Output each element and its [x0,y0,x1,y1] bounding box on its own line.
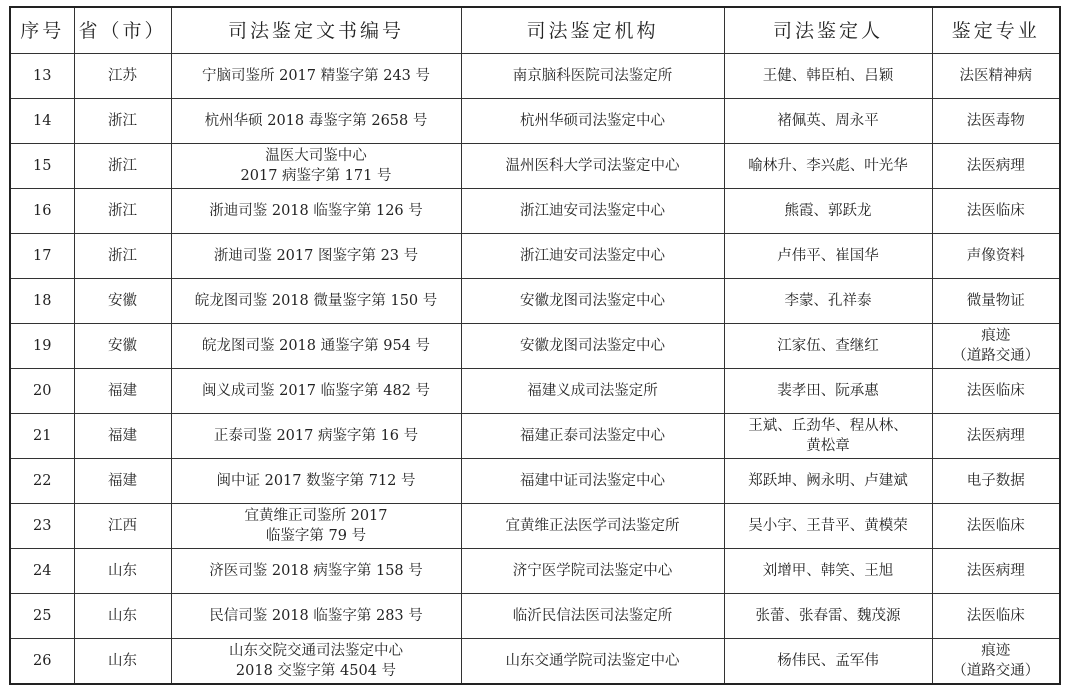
cell-specialty: 法医病理 [932,144,1060,189]
cell-index: 23 [10,504,74,549]
cell-index: 17 [10,234,74,279]
cell-institution: 福建义成司法鉴定所 [461,369,724,414]
cell-institution: 宜黄维正法医学司法鉴定所 [461,504,724,549]
cell-document-number: 皖龙图司鉴 2018 通鉴字第 954 号 [171,324,461,369]
cell-province: 浙江 [74,234,171,279]
cell-province: 浙江 [74,99,171,144]
cell-index: 13 [10,54,74,99]
cell-institution: 浙江迪安司法鉴定中心 [461,189,724,234]
cell-province: 江西 [74,504,171,549]
cell-institution: 南京脑科医院司法鉴定所 [461,54,724,99]
cell-institution: 山东交通学院司法鉴定中心 [461,639,724,685]
cell-specialty: 法医病理 [932,414,1060,459]
table-header-row [10,7,1060,54]
cell-document-number: 山东交院交通司法鉴定中心 2018 交鉴字第 4504 号 [171,639,461,685]
table-row [10,414,1060,459]
cell-specialty: 法医临床 [932,189,1060,234]
cell-document-number: 宁脑司鉴所 2017 精鉴字第 243 号 [171,54,461,99]
table-row [10,54,1060,99]
cell-institution: 福建正泰司法鉴定中心 [461,414,724,459]
cell-appraisers: 李蒙、孔祥泰 [724,279,932,324]
header-index: 序号 [10,7,74,54]
cell-specialty: 法医临床 [932,369,1060,414]
header-province: 省（市） [74,7,171,54]
cell-document-number: 民信司鉴 2018 临鉴字第 283 号 [171,594,461,639]
cell-province: 浙江 [74,189,171,234]
cell-institution: 安徽龙图司法鉴定中心 [461,324,724,369]
table-row [10,369,1060,414]
cell-index: 26 [10,639,74,685]
forensic-appraisal-table [9,6,1061,685]
cell-specialty: 法医临床 [932,594,1060,639]
cell-index: 16 [10,189,74,234]
table-row [10,504,1060,549]
table-row [10,189,1060,234]
cell-province: 福建 [74,414,171,459]
cell-document-number: 闽义成司鉴 2017 临鉴字第 482 号 [171,369,461,414]
cell-specialty: 痕迹 （道路交通） [932,324,1060,369]
cell-document-number: 闽中证 2017 数鉴字第 712 号 [171,459,461,504]
cell-province: 安徽 [74,279,171,324]
cell-document-number: 宜黄维正司鉴所 2017 临鉴字第 79 号 [171,504,461,549]
table-row [10,639,1060,685]
cell-institution: 临沂民信法医司法鉴定所 [461,594,724,639]
cell-specialty: 声像资料 [932,234,1060,279]
cell-specialty: 法医病理 [932,549,1060,594]
cell-index: 24 [10,549,74,594]
cell-index: 15 [10,144,74,189]
cell-appraisers: 卢伟平、崔国华 [724,234,932,279]
cell-appraisers: 王斌、丘劲华、程从林、 黄松章 [724,414,932,459]
cell-document-number: 温医大司鉴中心 2017 病鉴字第 171 号 [171,144,461,189]
table-row [10,594,1060,639]
table-row [10,279,1060,324]
header-document-number: 司法鉴定文书编号 [171,7,461,54]
cell-province: 山东 [74,639,171,685]
cell-province: 安徽 [74,324,171,369]
cell-specialty: 电子数据 [932,459,1060,504]
cell-institution: 杭州华硕司法鉴定中心 [461,99,724,144]
cell-province: 浙江 [74,144,171,189]
cell-document-number: 浙迪司鉴 2018 临鉴字第 126 号 [171,189,461,234]
cell-appraisers: 张蕾、张春雷、魏茂源 [724,594,932,639]
cell-province: 福建 [74,369,171,414]
header-appraisers: 司法鉴定人 [724,7,932,54]
cell-appraisers: 吴小宇、王昔平、黄模荣 [724,504,932,549]
cell-appraisers: 杨伟民、孟军伟 [724,639,932,685]
cell-document-number: 正泰司鉴 2017 病鉴字第 16 号 [171,414,461,459]
header-specialty: 鉴定专业 [932,7,1060,54]
table-row [10,324,1060,369]
cell-document-number: 杭州华硕 2018 毒鉴字第 2658 号 [171,99,461,144]
cell-specialty: 法医毒物 [932,99,1060,144]
cell-index: 19 [10,324,74,369]
cell-institution: 浙江迪安司法鉴定中心 [461,234,724,279]
cell-appraisers: 刘增甲、韩笑、王旭 [724,549,932,594]
cell-document-number: 济医司鉴 2018 病鉴字第 158 号 [171,549,461,594]
cell-appraisers: 王健、韩臣柏、吕颖 [724,54,932,99]
header-institution: 司法鉴定机构 [461,7,724,54]
cell-document-number: 皖龙图司鉴 2018 微量鉴字第 150 号 [171,279,461,324]
cell-province: 山东 [74,594,171,639]
cell-institution: 温州医科大学司法鉴定中心 [461,144,724,189]
cell-index: 25 [10,594,74,639]
cell-specialty: 痕迹 （道路交通） [932,639,1060,685]
cell-index: 14 [10,99,74,144]
table-row [10,459,1060,504]
table-row [10,549,1060,594]
cell-appraisers: 褚佩英、周永平 [724,99,932,144]
cell-specialty: 微量物证 [932,279,1060,324]
cell-appraisers: 江家伍、查继红 [724,324,932,369]
cell-appraisers: 熊霞、郭跃龙 [724,189,932,234]
cell-province: 山东 [74,549,171,594]
cell-index: 21 [10,414,74,459]
cell-index: 22 [10,459,74,504]
cell-specialty: 法医精神病 [932,54,1060,99]
cell-specialty: 法医临床 [932,504,1060,549]
cell-appraisers: 裴孝田、阮承惠 [724,369,932,414]
cell-province: 江苏 [74,54,171,99]
cell-appraisers: 郑跃坤、阙永明、卢建斌 [724,459,932,504]
cell-document-number: 浙迪司鉴 2017 图鉴字第 23 号 [171,234,461,279]
cell-appraisers: 喻林升、李兴彪、叶光华 [724,144,932,189]
cell-province: 福建 [74,459,171,504]
cell-index: 20 [10,369,74,414]
cell-institution: 福建中证司法鉴定中心 [461,459,724,504]
table-row [10,144,1060,189]
cell-index: 18 [10,279,74,324]
cell-institution: 安徽龙图司法鉴定中心 [461,279,724,324]
table-row [10,234,1060,279]
table-row [10,99,1060,144]
cell-institution: 济宁医学院司法鉴定中心 [461,549,724,594]
table-body [10,54,1060,685]
